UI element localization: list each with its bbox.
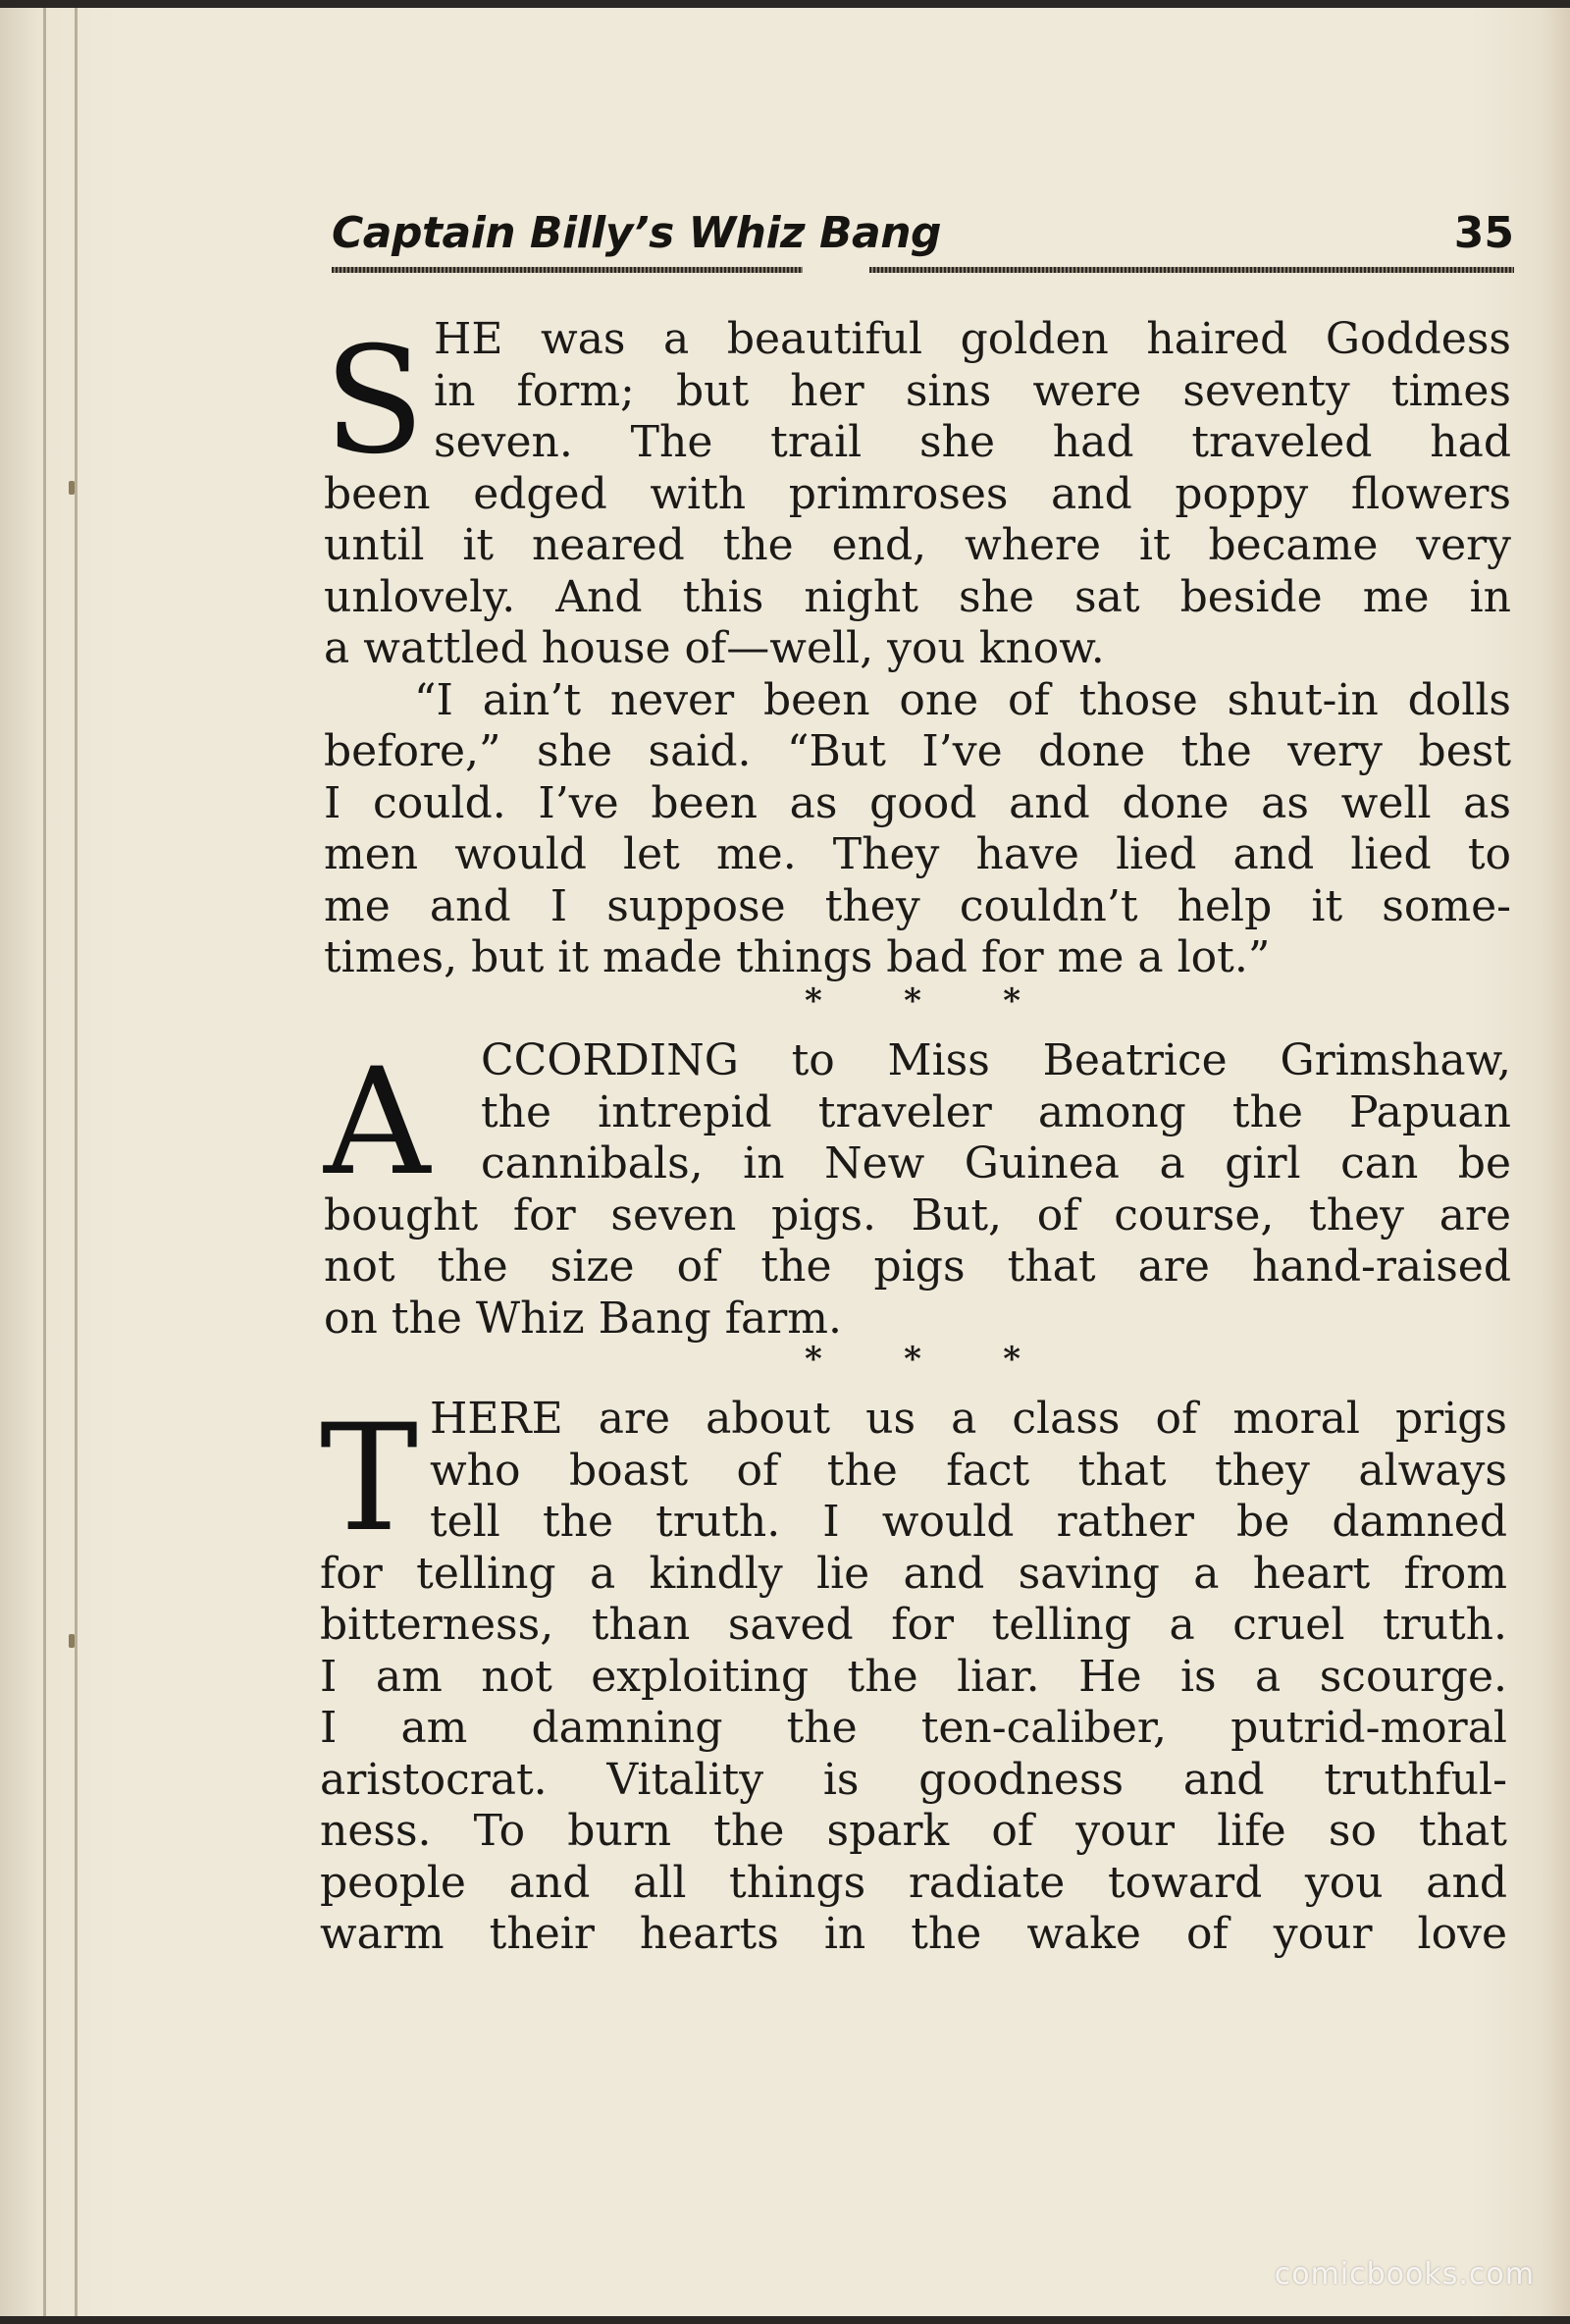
- text-line: the intrepid traveler among the Papuan: [481, 1086, 1511, 1137]
- text-line: been edged with primroses and poppy flowers: [324, 468, 1511, 519]
- header-rule: [869, 267, 1514, 273]
- text-line: not the size of the pigs that are hand-raised: [324, 1241, 1511, 1292]
- separator-star: *: [904, 1340, 921, 1379]
- spine-line: [43, 8, 46, 2316]
- separator-star: *: [805, 981, 822, 1021]
- text-line: bitterness, than saved for telling a cruel truth.: [320, 1600, 1507, 1650]
- separator-star: *: [805, 1340, 822, 1379]
- separator-star: *: [1003, 981, 1020, 1021]
- text-line: warm their hearts in the wake of your love: [320, 1909, 1507, 1959]
- paragraph-grimshaw: [324, 1035, 1511, 1345]
- text-line: on the Whiz Bang farm.: [324, 1293, 842, 1344]
- page-header: [332, 208, 1514, 277]
- spine-line: [75, 8, 78, 2316]
- drop-cap: A: [324, 1037, 431, 1208]
- text-line: tell the truth. I would rather be damned: [430, 1497, 1507, 1547]
- text-line: I am damning the ten-caliber, putrid-moral: [320, 1703, 1507, 1753]
- text-line: CCORDING to Miss Beatrice Grimshaw,: [481, 1035, 1511, 1085]
- text-line: times, but it made things bad for me a lot.”: [324, 932, 1271, 982]
- text-line: me and I suppose they couldn’t help it some-: [324, 880, 1511, 931]
- staple: [69, 1634, 75, 1648]
- text-line: for telling a kindly lie and saving a heart from: [320, 1548, 1507, 1599]
- text-line: “I ain’t never been one of those shut-in dolls: [414, 674, 1511, 725]
- page-bottom-edge: [0, 2316, 1570, 2324]
- text-line: bought for seven pigs. But, of course, they are: [324, 1189, 1511, 1241]
- paragraph-moral-prigs: [320, 1394, 1507, 1961]
- text-line: before,” she said. “But I’ve done the very best: [324, 726, 1511, 776]
- text-line: in form; but her sins were seventy times: [434, 365, 1511, 416]
- section-separator: [805, 981, 1020, 1021]
- text-line: cannibals, in New Guinea a girl can be: [481, 1138, 1511, 1188]
- text-line: I am not exploiting the liar. He is a scourge.: [320, 1651, 1507, 1702]
- text-line: I could. I’ve been as good and done as well as: [324, 777, 1511, 828]
- running-head: Captain Billy’s Whiz Bang: [332, 208, 942, 258]
- page-top-edge: [0, 0, 1570, 8]
- text-line: people and all things radiate toward you and: [320, 1857, 1507, 1908]
- watermark: comicbooks.com: [1274, 2257, 1535, 2292]
- section-separator: [805, 1340, 1020, 1379]
- text-line: HE was a beautiful golden haired Goddess: [434, 314, 1511, 364]
- text-line: men would let me. They have lied and lied to: [324, 829, 1511, 879]
- text-line: until it neared the end, where it became very: [324, 520, 1511, 570]
- text-line: seven. The trail she had traveled had: [434, 417, 1511, 467]
- separator-star: *: [1003, 1340, 1020, 1379]
- drop-cap: S: [324, 316, 425, 487]
- separator-star: *: [904, 981, 921, 1021]
- text-line: who boast of the fact that they always: [430, 1445, 1507, 1496]
- text-line: HERE are about us a class of moral prigs: [430, 1394, 1507, 1444]
- text-line: unlovely. And this night she sat beside me in: [324, 571, 1511, 622]
- text-line: ness. To burn the spark of your life so that: [320, 1806, 1507, 1856]
- text-line: aristocrat. Vitality is goodness and truthful-: [320, 1754, 1507, 1805]
- page-number: 35: [1453, 208, 1514, 258]
- text-line: a wattled house of—well, you know.: [324, 623, 1105, 673]
- staple: [69, 481, 75, 495]
- header-rule: [332, 267, 803, 273]
- paragraph-goddess: [324, 314, 1511, 984]
- drop-cap: T: [320, 1394, 419, 1564]
